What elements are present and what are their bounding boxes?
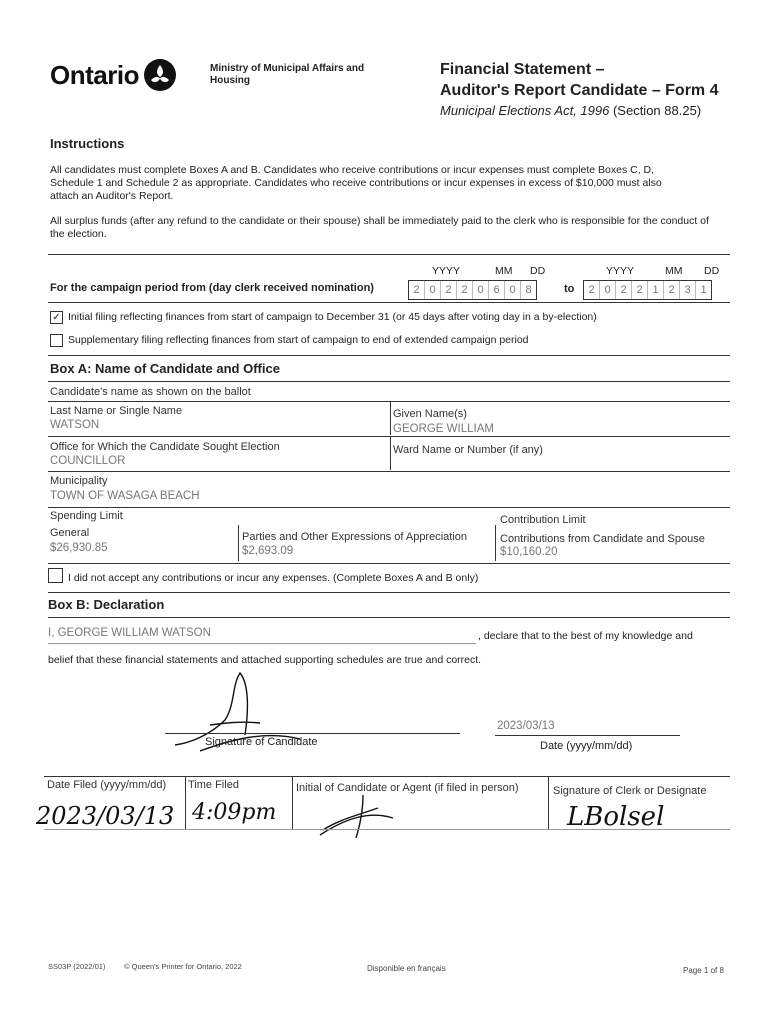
office-value[interactable]: COUNCILLOR (50, 455, 126, 467)
divider (48, 401, 730, 402)
initial-label: Initial of Candidate or Agent (if filed in person) (296, 782, 519, 794)
municipality-value[interactable]: TOWN OF WASAGA BEACH (50, 490, 200, 502)
given-names-label: Given Name(s) (393, 408, 467, 420)
divider (48, 471, 730, 472)
divider (292, 777, 293, 829)
declare-line-2: belief that these financial statements and attached supporting schedules are true and correct. (48, 654, 482, 666)
digit: 2 (584, 281, 600, 299)
box-b-heading: Box B: Declaration (48, 597, 165, 612)
date-filed-value[interactable]: 2023/03/13 (36, 802, 175, 830)
digit: 0 (600, 281, 616, 299)
divider (548, 777, 549, 829)
last-name-label: Last Name or Single Name (50, 405, 183, 417)
to-yyyy-label: YYYY (606, 265, 635, 277)
digit: 1 (700, 284, 707, 296)
divider (48, 592, 730, 593)
digit: 6 (489, 281, 505, 299)
clerk-signature-label: Signature of Clerk or Designate (553, 785, 707, 797)
divider (185, 777, 186, 829)
divider (48, 355, 730, 356)
footer-page: Page 1 of 8 (683, 966, 724, 975)
general-label: General (50, 527, 90, 539)
time-filed-label: Time Filed (188, 779, 239, 791)
supplementary-filing-checkbox[interactable] (50, 334, 63, 347)
instructions-para-1: All candidates must complete Boxes A and B. Candidates who receive contributions or incur expenses must complete Boxes C, D, Schedule 1 and Schedule 2 as appropriate. Candidates who receive contributions or incur expenses in excess of $10,000 must also attach an Auditor's Report. (50, 164, 662, 202)
divider (390, 437, 391, 470)
ward-label: Ward Name or Number (if any) (393, 444, 543, 456)
date-line (495, 735, 680, 736)
declare-suffix: , declare that to the best of my knowledge and (478, 630, 693, 642)
divider (48, 563, 730, 564)
parties-label: Parties and Other Expressions of Appreciation (242, 531, 468, 543)
digit: 1 (648, 281, 664, 299)
instructions-para-2: All surplus funds (after any refund to the candidate or their spouse) shall be immediately paid to the clerk who is responsible for the conduct of the election. (50, 215, 709, 240)
candidate-initial (318, 790, 398, 840)
date-filed-label: Date Filed (yyyy/mm/dd) (47, 779, 167, 791)
ontario-logo (50, 58, 177, 92)
divider (48, 617, 730, 618)
declarant-name[interactable]: I, GEORGE WILLIAM WATSON (48, 627, 211, 639)
time-filed-value[interactable]: 4:09pm (192, 800, 277, 825)
digit: 0 (425, 281, 441, 299)
divider (390, 402, 391, 435)
from-dd-label: DD (530, 265, 546, 277)
footer-copyright: © Queen's Printer for Ontario, 2022 (124, 962, 242, 971)
digit: 2 (616, 281, 632, 299)
general-value[interactable]: $26,930.85 (50, 542, 108, 554)
clerk-signature-value[interactable]: LBolsel (567, 802, 665, 832)
form-title-2: Auditor's Report Candidate – Form 4 (440, 82, 719, 99)
trillium-icon (143, 58, 177, 92)
instructions-heading: Instructions (50, 136, 125, 151)
no-contributions-label: I did not accept any contributions or incur any expenses. (Complete Boxes A and B only) (68, 572, 479, 584)
digit: 8 (525, 284, 532, 296)
divider (48, 381, 730, 382)
last-name-value[interactable]: WATSON (50, 419, 100, 431)
digit: 0 (505, 281, 521, 299)
act-section: (Section 88.25) (612, 103, 702, 118)
digit: 2 (664, 281, 680, 299)
no-contributions-checkbox[interactable] (48, 568, 63, 583)
digit: 2 (409, 281, 425, 299)
signature-label: Signature of Candidate (205, 736, 318, 748)
campaign-period-label: For the campaign period from (day clerk received nomination) (50, 282, 374, 294)
to-mm-label: MM (665, 265, 683, 277)
from-date-boxes[interactable] (408, 280, 537, 300)
office-label: Office for Which the Candidate Sought Election (50, 441, 280, 453)
divider (48, 507, 730, 508)
to-label: to (564, 283, 575, 295)
digit: 3 (680, 281, 696, 299)
digit: 2 (441, 281, 457, 299)
act-name: Municipal Elections Act, 1996 (440, 103, 610, 118)
supplementary-filing-label: Supplementary filing reflecting finances from start of campaign to end of extended campaign period (68, 334, 529, 346)
parties-value[interactable]: $2,693.09 (242, 545, 294, 557)
from-yyyy-label: YYYY (432, 265, 461, 277)
ballot-note: Candidate's name as shown on the ballot (50, 386, 251, 398)
divider (48, 436, 730, 437)
declaration-date-value[interactable]: 2023/03/13 (497, 720, 555, 732)
initial-filing-label: Initial filing reflecting finances from start of campaign to December 31 (or 45 days after voting day in a by-election) (68, 311, 597, 323)
footer-form-code: SS03P (2022/01) (48, 962, 106, 971)
spending-limit-label: Spending Limit (50, 510, 123, 522)
digit: 0 (473, 281, 489, 299)
divider (495, 525, 496, 561)
digit: 2 (632, 281, 648, 299)
from-mm-label: MM (495, 265, 513, 277)
given-names-value[interactable]: GEORGE WILLIAM (393, 423, 494, 435)
initial-filing-checkbox[interactable]: ✓ (50, 311, 63, 324)
divider (238, 525, 239, 561)
declarant-underline (48, 643, 476, 644)
divider (48, 254, 730, 255)
filing-box-bottom (44, 829, 730, 830)
divider (48, 302, 730, 303)
to-dd-label: DD (704, 265, 720, 277)
digit: 2 (457, 281, 473, 299)
signature-line (165, 733, 460, 734)
footer-french: Disponible en français (367, 964, 446, 973)
box-a-heading: Box A: Name of Candidate and Office (50, 361, 280, 376)
form-subtitle (440, 103, 701, 118)
contrib-value[interactable]: $10,160.20 (500, 546, 558, 558)
form-title-1: Financial Statement – (440, 61, 605, 78)
declaration-date-label: Date (yyyy/mm/dd) (540, 740, 633, 752)
ontario-wordmark: Ontario (50, 59, 139, 90)
to-date-boxes[interactable] (583, 280, 712, 300)
filing-box-top (44, 776, 730, 777)
municipality-label: Municipality (50, 475, 108, 487)
contrib-from-label: Contributions from Candidate and Spouse (500, 533, 705, 545)
ministry-name: Ministry of Municipal Affairs and Housing (210, 63, 365, 86)
contribution-limit-label: Contribution Limit (500, 514, 586, 526)
